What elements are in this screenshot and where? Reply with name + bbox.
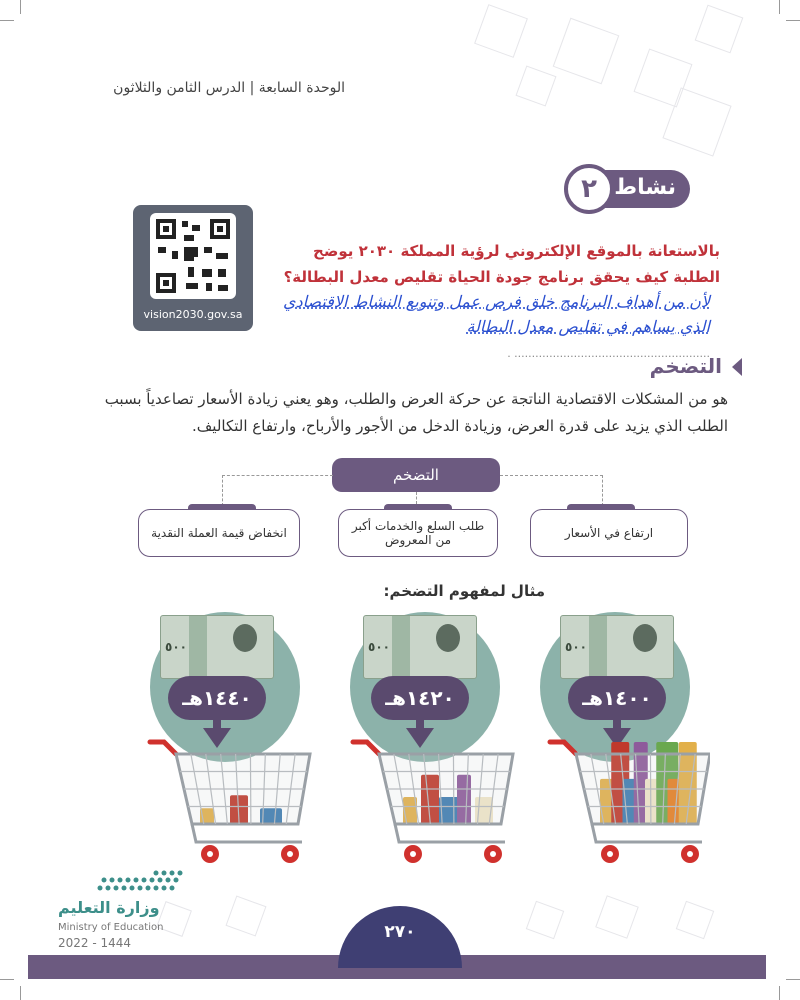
crop-mark xyxy=(779,0,780,14)
activity-number: ٢ xyxy=(564,164,614,214)
answer-line-1: لأن من أهداف البرنامج خلق فرص عمل وتنويع النشاط الاقتصادي xyxy=(283,292,710,311)
page-number-tab xyxy=(338,906,462,968)
decor-square xyxy=(474,4,528,58)
edition-year: 2022 - 1444 xyxy=(58,936,132,950)
banknote-500: ٥٠٠ xyxy=(363,615,477,679)
decor-square xyxy=(515,65,556,106)
decor-square xyxy=(526,901,564,939)
section-title xyxy=(650,354,722,378)
year-label: ١٤٠٠هـ xyxy=(568,676,666,720)
activity-badge xyxy=(568,170,690,208)
activity-label: نشاط xyxy=(614,175,676,200)
diagram-connector xyxy=(222,475,333,506)
diagram-branch-currency: انخفاض قيمة العملة النقدية xyxy=(138,509,300,557)
decor-square xyxy=(553,18,620,85)
example-title: مثال لمفهوم التضخم: xyxy=(383,582,545,600)
crop-mark xyxy=(779,986,780,1000)
definition-paragraph: هو من المشكلات الاقتصادية الناتجة عن حركة العرض والطلب، وهو يعني زيادة الأسعار تصاعدياً بسبب الطلب الذي يزيد على قدرة العرض، وزيادة الدخل من الأجور والأرباح، وارتفاع التكاليف. xyxy=(104,390,728,435)
ministry-logo-icon xyxy=(96,870,186,898)
activity-question: بالاستعانة بالموقع الإلكتروني لرؤية المملكة ٢٠٣٠ يوضح الطلبة كيف يحقق برنامج جودة الحياة تقليص معدل البطالة؟ xyxy=(283,242,720,286)
diagram-root: التضخم xyxy=(332,458,500,492)
page-number: ٢٧٠ xyxy=(384,922,416,942)
shopping-carts xyxy=(130,738,710,878)
crop-mark xyxy=(786,20,800,21)
diagram-connector xyxy=(500,475,603,506)
shopping-cart-icon xyxy=(150,742,310,863)
qr-card[interactable] xyxy=(133,205,253,331)
chevron-left-icon xyxy=(732,358,742,376)
decor-square xyxy=(225,895,266,936)
crop-mark xyxy=(20,986,21,1000)
banknote-500: ٥٠٠ xyxy=(160,615,274,679)
diagram-connector xyxy=(416,492,418,504)
activity-answer xyxy=(280,289,710,366)
breadcrumb: الوحدة السابعة | الدرس الثامن والثلاثون xyxy=(113,80,345,96)
diagram-branch-prices: ارتفاع في الأسعار xyxy=(530,509,688,557)
crop-mark xyxy=(0,20,14,21)
ministry-name-en: Ministry of Education xyxy=(58,922,164,933)
diagram-branch-demand: طلب السلع والخدمات أكبر من المعروض xyxy=(338,509,498,557)
shopping-cart-icon xyxy=(550,742,710,863)
decor-square xyxy=(676,901,714,939)
crop-mark xyxy=(0,979,14,980)
shopping-cart-icon xyxy=(353,742,513,863)
section-title-text: التضخم xyxy=(649,354,722,378)
crop-mark xyxy=(786,979,800,980)
decor-square xyxy=(695,5,744,54)
banknote-500: ٥٠٠ xyxy=(560,615,674,679)
qr-url[interactable]: vision2030.gov.sa xyxy=(143,308,243,321)
decor-square xyxy=(595,895,639,939)
qr-code-icon xyxy=(150,213,236,299)
answer-tail: ........................................................ . xyxy=(507,347,710,360)
year-label: ١٤٢٠هـ xyxy=(371,676,469,720)
year-label: ١٤٤٠هـ xyxy=(168,676,266,720)
ministry-name-ar: وزارة التعليم xyxy=(58,898,160,917)
crop-mark xyxy=(20,0,21,14)
answer-line-2: الذي يساهم في تقليص معدل البطالة xyxy=(466,317,710,336)
